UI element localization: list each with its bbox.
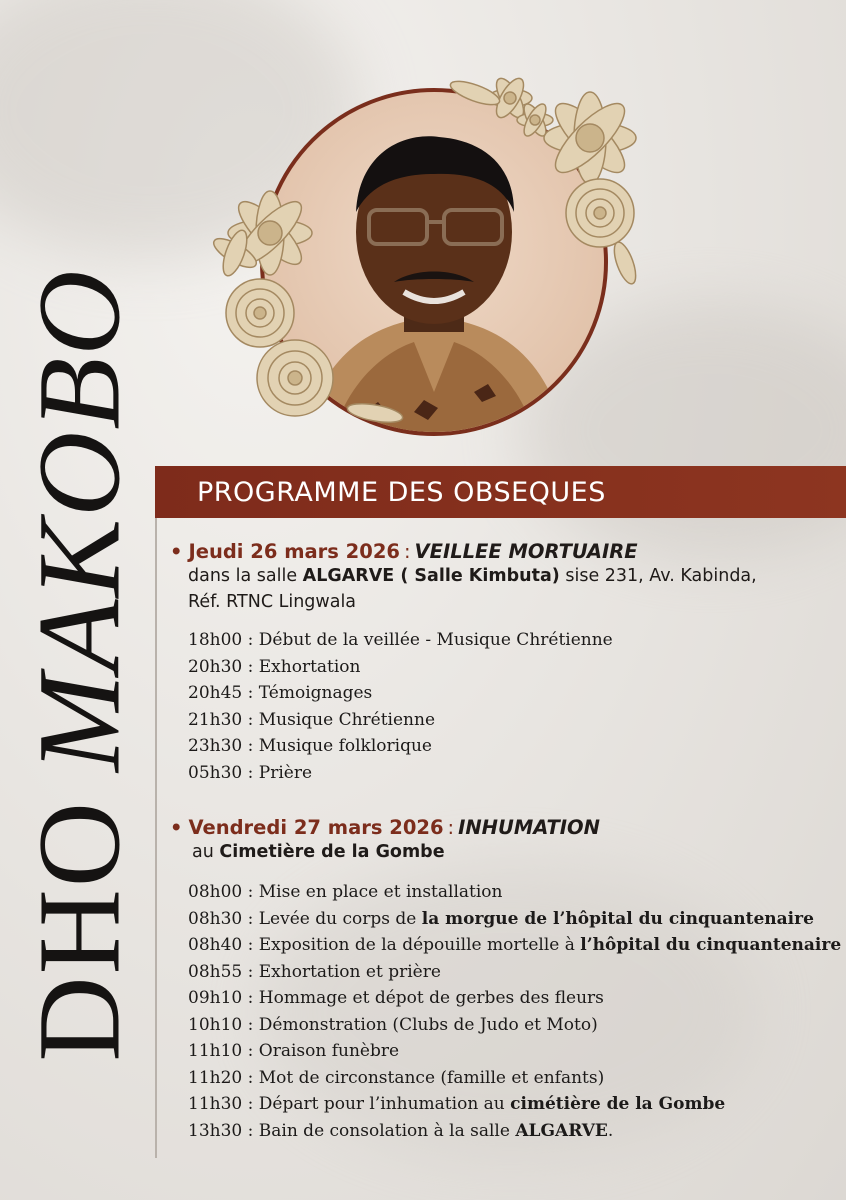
schedule-row: 23h30 : Musique folklorique — [188, 736, 432, 756]
section-label: INHUMATION — [458, 816, 600, 839]
schedule-row: 08h30 : Levée du corps de la morgue de l’hôpital du cinquantenaire — [188, 908, 814, 929]
schedule-text: Exhortation et prière — [258, 961, 441, 982]
schedule-time: 20h30 — [188, 656, 243, 677]
schedule-emphasis: cimétière de la Gombe — [510, 1094, 726, 1114]
schedule-time: 21h30 — [188, 709, 243, 730]
schedule-row: 08h00 : Mise en place et installation — [188, 882, 503, 902]
schedule-emphasis: ALGARVE — [515, 1120, 608, 1141]
schedule-time: 09h10 — [188, 988, 243, 1008]
schedule-row: 08h40 : Exposition de la dépouille mortelle à l’hôpital du cinquantenaire — [188, 935, 842, 955]
schedule-text: Bain de consolation à la salle — [258, 1120, 510, 1141]
schedule-emphasis: l’hôpital du cinquantenaire — [580, 935, 842, 955]
section-inhumation — [170, 816, 841, 1144]
section-veillee — [170, 540, 757, 786]
divider-line — [155, 518, 157, 1158]
location-reference: Réf. RTNC Lingwala — [188, 592, 357, 612]
schedule-row: 20h30 : Exhortation — [188, 656, 361, 677]
schedule-text: Mot de circonstance (famille et enfants) — [258, 1067, 605, 1088]
schedule-row: 18h00 : Début de la veillée - Musique Chrétienne — [188, 630, 613, 650]
schedule-text: Mise en place et installation — [258, 882, 503, 902]
schedule-text: Levée du corps de — [258, 908, 417, 929]
location — [188, 563, 757, 615]
schedule-row: 09h10 : Hommage et dépot de gerbes des fleurs — [188, 988, 604, 1008]
location — [192, 839, 841, 865]
schedule-list — [188, 879, 841, 1144]
location-prefix: au — [192, 842, 214, 862]
location-venue: Cimetière de la Gombe — [219, 842, 445, 862]
schedule-time: 18h00 — [188, 630, 243, 650]
schedule-time: 11h10 — [188, 1041, 243, 1061]
section-label: VEILLEE MORTUAIRE — [414, 540, 638, 563]
section-title: • Vendredi 27 mars 2026 : INHUMATION — [170, 816, 600, 839]
schedule-row: 05h30 : Prière — [188, 762, 313, 783]
schedule-time: 11h20 — [188, 1067, 243, 1088]
schedule-emphasis: la morgue de l’hôpital du cinquantenaire — [421, 908, 814, 929]
location-prefix: dans la salle — [188, 566, 298, 586]
schedule-time: 23h30 — [188, 736, 243, 756]
schedule-row: 08h55 : Exhortation et prière — [188, 961, 441, 982]
portrait-frame — [195, 58, 665, 438]
schedule-row: 13h30 : Bain de consolation à la salle ALGARVE. — [188, 1120, 614, 1141]
schedule-row: 21h30 : Musique Chrétienne — [188, 709, 436, 730]
schedule-time: 08h00 — [188, 882, 243, 902]
schedule-time: 05h30 — [188, 762, 243, 783]
deceased-name — [0, 160, 170, 1170]
schedule-list — [188, 627, 757, 786]
schedule-punctuation: . — [607, 1120, 614, 1141]
schedule-text: Début de la veillée - Musique Chrétienne — [258, 630, 613, 650]
separator: : — [403, 540, 411, 563]
schedule-time: 11h30 — [188, 1094, 243, 1114]
schedule-text: Prière — [258, 762, 313, 783]
schedule-row: 11h30 : Départ pour l’inhumation au cimétière de la Gombe — [188, 1094, 726, 1114]
schedule-row: 10h10 : Démonstration (Clubs de Judo et Moto) — [188, 1014, 598, 1035]
schedule-text: Exhortation — [258, 656, 361, 677]
schedule-text: Musique Chrétienne — [258, 709, 436, 730]
schedule-time: 13h30 — [188, 1120, 243, 1141]
schedule-text: Départ pour l’inhumation au — [258, 1094, 505, 1114]
section-date: Jeudi 26 mars 2026 — [188, 540, 400, 563]
name-first: DHO — [14, 799, 145, 1062]
schedule-text: Exposition de la dépouille mortelle à — [258, 935, 575, 955]
section-date: Vendredi 27 mars 2026 — [188, 816, 444, 839]
schedule-time: 08h40 — [188, 935, 243, 955]
schedule-row: 20h45 : Témoignages — [188, 683, 373, 703]
schedule-row: 11h20 : Mot de circonstance (famille et enfants) — [188, 1067, 605, 1088]
banner-title: PROGRAMME DES OBSEQUES — [197, 476, 606, 508]
schedule-text: Musique folklorique — [258, 736, 432, 756]
location-venue: ALGARVE ( Salle Kimbuta) — [302, 566, 560, 586]
location-address: sise 231, Av. Kabinda, — [565, 566, 757, 586]
name-last: MAKOBO — [14, 268, 145, 772]
schedule-text: Témoignages — [258, 683, 373, 703]
programme-banner — [155, 466, 846, 518]
schedule-text: Oraison funèbre — [258, 1041, 400, 1061]
separator: : — [447, 816, 455, 839]
schedule-time: 08h30 — [188, 908, 243, 929]
schedule-text: Hommage et dépot de gerbes des fleurs — [258, 988, 604, 1008]
section-title: • Jeudi 26 mars 2026 : VEILLEE MORTUAIRE — [170, 540, 638, 563]
schedule-time: 20h45 — [188, 683, 243, 703]
schedule-row: 11h10 : Oraison funèbre — [188, 1041, 400, 1061]
floral-decoration — [195, 58, 665, 438]
schedule-time: 10h10 — [188, 1014, 243, 1035]
schedule-time: 08h55 — [188, 961, 243, 982]
schedule-text: Démonstration (Clubs de Judo et Moto) — [258, 1014, 598, 1035]
